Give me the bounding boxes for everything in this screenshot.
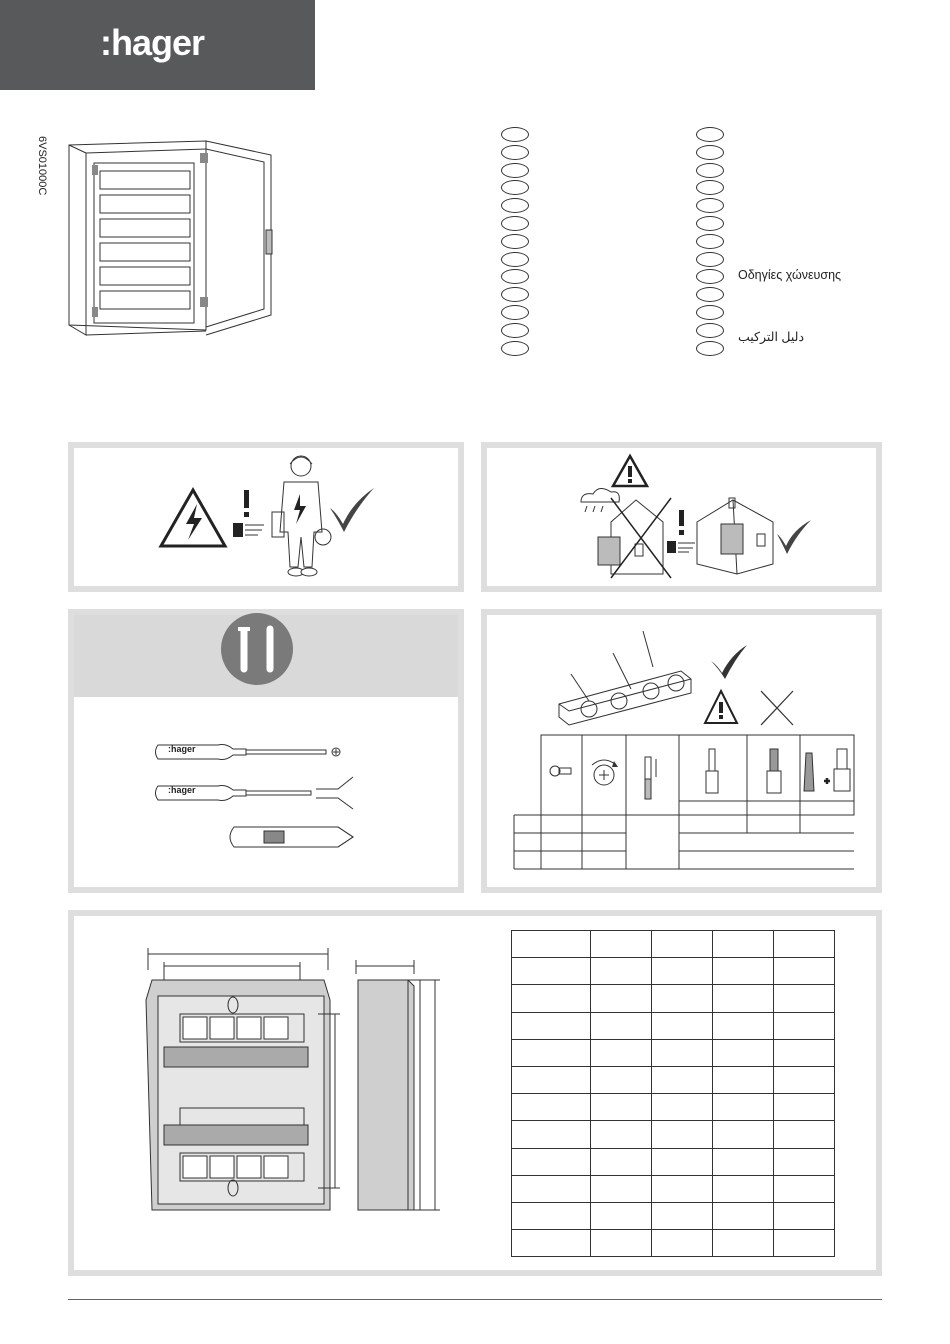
- language-oval: [696, 341, 724, 356]
- table-row: [512, 1012, 835, 1039]
- panel-terminal-wiring: [481, 609, 882, 893]
- exclamation-icon: [679, 510, 684, 535]
- cross-icon: [761, 691, 793, 725]
- enclosure-body: [69, 141, 272, 335]
- wiring-spec-table: [514, 735, 854, 869]
- electric-hazard-icon: [161, 490, 225, 546]
- pointing-hand-icon: [667, 541, 695, 553]
- table-row: [512, 1121, 835, 1148]
- enclosure-illustration: [66, 135, 286, 355]
- screwdriver-brand-label: :hager: [168, 744, 196, 754]
- language-oval: [501, 180, 529, 195]
- language-oval: [696, 216, 724, 231]
- language-oval: [501, 216, 529, 231]
- exclamation-icon: [244, 490, 249, 517]
- document-reference: 6VS01000C: [36, 136, 48, 196]
- table-row: [512, 985, 835, 1012]
- enclosure-front-dimension-drawing: [146, 948, 340, 1210]
- tools-icon: [221, 613, 293, 685]
- footer-rule: [68, 1299, 882, 1300]
- panel-dimensions: [68, 910, 882, 1276]
- language-oval: [501, 252, 529, 267]
- language-oval: [696, 252, 724, 267]
- warning-triangle-icon: [613, 456, 647, 486]
- dimensions-table: [511, 930, 835, 1257]
- table-row: [512, 931, 835, 958]
- language-oval: [501, 269, 529, 284]
- pointing-hand-icon: [233, 523, 264, 537]
- language-list-left: [501, 127, 531, 358]
- language-oval: [501, 234, 529, 249]
- checkmark-icon: [330, 488, 374, 532]
- outdoor-house-icon: [581, 488, 671, 578]
- language-oval: [696, 198, 724, 213]
- table-row: [512, 1202, 835, 1229]
- electrician-figure-icon: [272, 456, 331, 576]
- language-oval: [501, 341, 529, 356]
- language-oval: [501, 323, 529, 338]
- language-oval: [501, 287, 529, 302]
- table-row: [512, 1175, 835, 1202]
- language-oval: [696, 180, 724, 195]
- cutter-knife-icon: [230, 827, 353, 847]
- terminal-block-icon: [559, 631, 691, 725]
- warning-triangle-icon: [705, 691, 737, 723]
- wire-plus-ferrule-icon: [804, 749, 850, 791]
- language-oval: [696, 305, 724, 320]
- language-oval: [696, 287, 724, 302]
- checkmark-icon: [711, 645, 747, 679]
- language-oval: [696, 145, 724, 160]
- language-arabic: دليل التركيب: [738, 330, 805, 344]
- language-oval: [696, 163, 724, 178]
- language-oval: [696, 127, 724, 142]
- brand-logo-box: [0, 0, 315, 90]
- language-oval: [501, 305, 529, 320]
- table-row: [512, 1039, 835, 1066]
- stranded-wire-icon: [767, 749, 781, 793]
- language-oval: [501, 163, 529, 178]
- table-row: [512, 958, 835, 985]
- strip-length-icon: [645, 757, 656, 799]
- checkmark-icon: [777, 520, 811, 554]
- table-row: [512, 1094, 835, 1121]
- language-oval: [501, 127, 529, 142]
- panel-indoor-only: [481, 442, 882, 592]
- torque-icon: [592, 760, 618, 785]
- panel-tools: [68, 609, 464, 893]
- screw-icon: [550, 766, 571, 776]
- enclosure-side-dimension-drawing: [356, 960, 440, 1210]
- language-list-right: [696, 127, 726, 358]
- solid-wire-icon: [706, 749, 718, 793]
- language-oval: [696, 323, 724, 338]
- table-row: [512, 1148, 835, 1175]
- language-oval: [696, 269, 724, 284]
- table-row: [512, 1066, 835, 1093]
- language-oval: [501, 198, 529, 213]
- panel-qualified-installer: [68, 442, 464, 592]
- screwdriver-brand-label: :hager: [168, 785, 196, 795]
- language-greek: Οδηγίες χώνευσης: [738, 268, 842, 282]
- table-row: [512, 1230, 835, 1257]
- brand-logo: :hager: [100, 22, 205, 63]
- language-oval: [696, 234, 724, 249]
- language-oval: [501, 145, 529, 160]
- indoor-house-icon: [697, 498, 773, 574]
